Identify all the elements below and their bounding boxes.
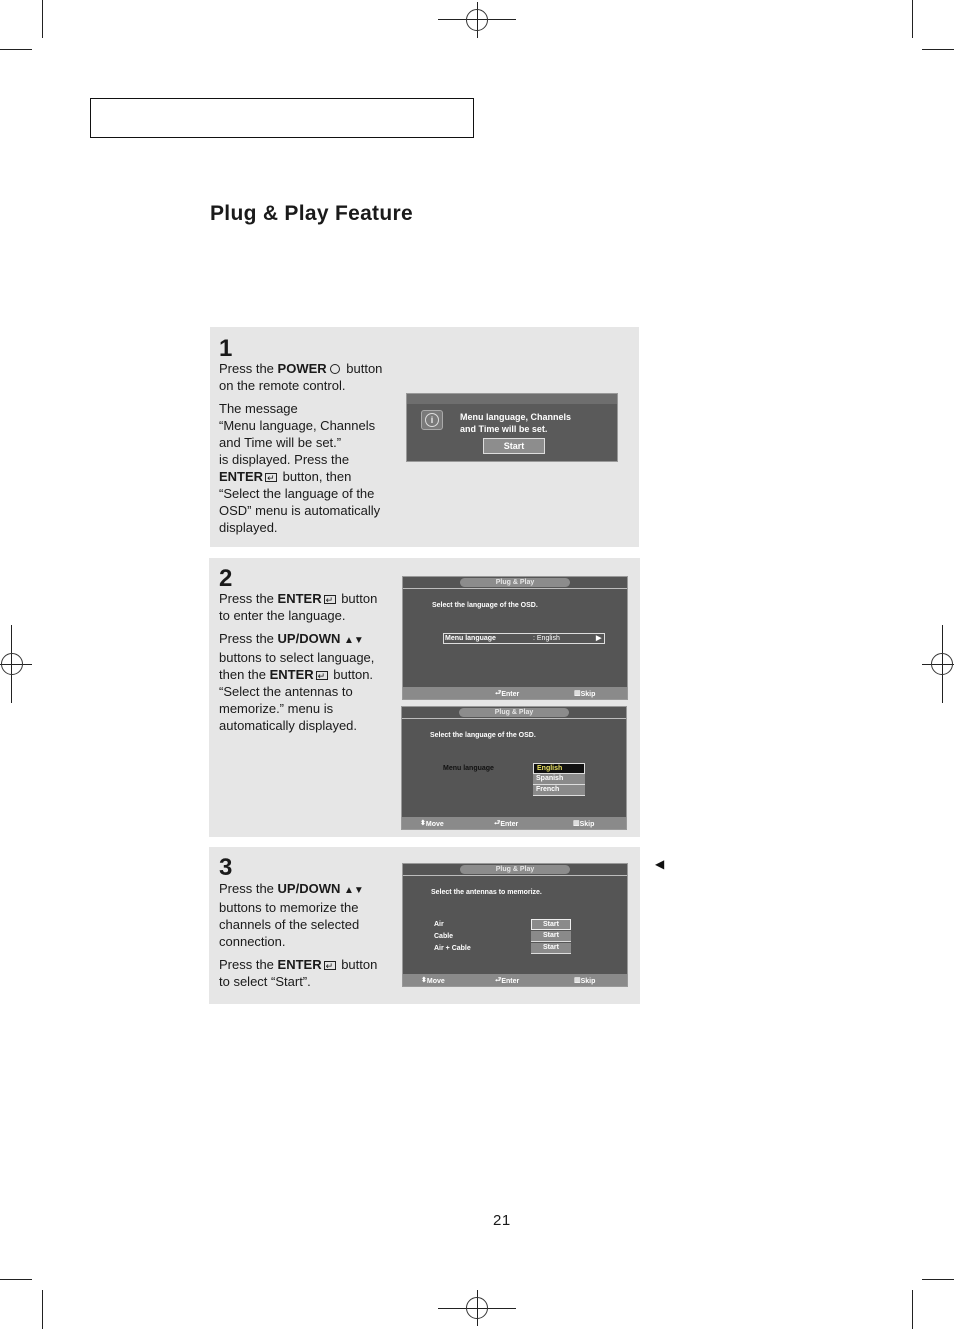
- enter-hint: ⮐ Enter: [495, 690, 520, 698]
- crop-mark: [0, 49, 32, 50]
- updown-label: UP/DOWN: [277, 881, 341, 896]
- osd-tab: Plug & Play: [459, 708, 569, 717]
- antenna-label-cable: Cable: [434, 933, 454, 940]
- osd-heading: Select the language of the OSD.: [432, 602, 538, 609]
- start-button-air[interactable]: Start: [531, 919, 571, 930]
- registration-mark: [466, 9, 488, 31]
- osd-footer: [403, 974, 627, 986]
- crop-mark: [922, 1279, 954, 1280]
- enter-label: ENTER: [219, 469, 264, 484]
- text-run: and Time will be set.”: [219, 435, 342, 450]
- text-run: Press the: [219, 881, 278, 896]
- crop-mark: [912, 0, 913, 38]
- move-hint: ⬍ Move: [420, 820, 444, 828]
- antenna-label-air: Air: [434, 921, 444, 928]
- osd-antenna-screen: [402, 863, 628, 987]
- menu-language-field[interactable]: [443, 633, 605, 644]
- enter-icon: [316, 671, 328, 680]
- registration-mark: [1, 653, 23, 675]
- registration-mark: [466, 1297, 488, 1319]
- osd-language-screen: [402, 576, 628, 700]
- osd-tab: Plug & Play: [460, 865, 570, 874]
- text-run: is displayed. Press the: [219, 452, 350, 467]
- text-run: “Select the language of the: [219, 486, 375, 501]
- up-down-arrows-icon: ▲▼: [344, 885, 364, 896]
- step-2-text: [219, 590, 399, 740]
- step-3-number: 3: [219, 854, 233, 881]
- text-run: “Menu language, Channels: [219, 418, 376, 433]
- text-run: OSD” menu is automatically: [219, 503, 381, 518]
- text-run: channels of the selected: [219, 917, 360, 932]
- step-1-text: [219, 360, 399, 542]
- enter-icon: [265, 473, 277, 482]
- text-run: Press the: [219, 361, 278, 376]
- text-run: Enter: [501, 978, 520, 985]
- antenna-label-air-cable: Air + Cable: [434, 945, 471, 952]
- osd-heading: Select the antennas to memorize.: [431, 889, 542, 896]
- move-hint: ⬍ Move: [421, 977, 445, 985]
- page-title: Plug & Play Feature: [210, 202, 413, 225]
- text-run: connection.: [219, 934, 286, 949]
- text-run: Enter: [500, 821, 519, 828]
- enter-icon: [324, 595, 336, 604]
- text-run: Move: [425, 821, 444, 828]
- step-3-text: [219, 880, 399, 996]
- crop-mark: [0, 1279, 32, 1280]
- field-label: Menu language: [443, 765, 494, 772]
- enter-label: ENTER: [277, 957, 322, 972]
- up-down-arrows-icon: ▲▼: [344, 635, 364, 646]
- text-run: button: [337, 957, 378, 972]
- enter-hint: ⮐ Enter: [494, 820, 519, 828]
- crop-mark: [912, 1290, 913, 1329]
- text-run: button, then: [279, 469, 352, 484]
- osd-divider: [403, 588, 627, 589]
- registration-mark: [931, 653, 953, 675]
- crop-mark: [42, 0, 43, 38]
- text-run: Press the: [219, 957, 278, 972]
- osd-divider: [403, 875, 627, 876]
- osd-message-screen: [406, 393, 618, 462]
- text-run: then the: [219, 667, 270, 682]
- crop-mark: [922, 49, 954, 50]
- text-run: Skip: [580, 691, 596, 698]
- crop-mark: [42, 1290, 43, 1329]
- text-run: Skip: [579, 821, 595, 828]
- text-run: “Select the antennas to: [219, 684, 353, 699]
- osd-footer: [403, 687, 627, 699]
- text-run: button: [342, 361, 383, 376]
- power-icon: [330, 364, 340, 374]
- text-run: Menu language, Channels: [460, 412, 572, 422]
- osd-language-dropdown-screen: [401, 706, 627, 830]
- text-run: to select “Start”.: [219, 974, 311, 989]
- text-run: Skip: [580, 978, 596, 985]
- osd-footer: [402, 817, 626, 829]
- power-label: POWER: [277, 361, 327, 376]
- text-run: Move: [426, 978, 445, 985]
- field-value: : English: [533, 635, 560, 642]
- text-run: button: [337, 591, 378, 606]
- text-run: Press the: [219, 631, 278, 646]
- osd-divider: [402, 718, 626, 719]
- text-run: and Time will be set.: [460, 424, 548, 434]
- osd-heading: Select the language of the OSD.: [430, 732, 536, 739]
- text-run: buttons to select language,: [219, 650, 375, 665]
- text-run: Enter: [501, 691, 520, 698]
- info-icon: i: [421, 410, 443, 430]
- osd-header: [407, 394, 617, 404]
- step-1-number: 1: [219, 335, 233, 362]
- language-option-french[interactable]: French: [533, 785, 585, 796]
- step-2-number: 2: [219, 565, 233, 592]
- enter-label: ENTER: [277, 591, 322, 606]
- skip-hint: ▥ Skip: [574, 977, 596, 985]
- text-run: The message: [219, 401, 298, 416]
- text-run: displayed.: [219, 520, 278, 535]
- language-option-english[interactable]: English: [533, 763, 585, 774]
- text-run: Press the: [219, 591, 278, 606]
- start-button-air-cable[interactable]: Start: [531, 943, 571, 954]
- osd-tab: Plug & Play: [460, 578, 570, 587]
- page-number: 21: [493, 1212, 511, 1229]
- text-run: button.: [329, 667, 374, 682]
- text-run: automatically displayed.: [219, 718, 358, 733]
- chevron-right-icon: ▶: [596, 635, 602, 642]
- skip-hint: ▥ Skip: [574, 690, 596, 698]
- start-button[interactable]: Start: [483, 438, 545, 454]
- enter-label: ENTER: [269, 667, 314, 682]
- skip-hint: ▥ Skip: [573, 820, 595, 828]
- updown-label: UP/DOWN: [277, 631, 341, 646]
- osd-message: [460, 411, 571, 435]
- text-run: to enter the language.: [219, 608, 346, 623]
- text-run: on the remote control.: [219, 378, 346, 393]
- text-run: memorize.” menu is: [219, 701, 334, 716]
- field-label: Menu language: [445, 635, 496, 642]
- language-option-spanish[interactable]: Spanish: [533, 774, 585, 785]
- start-button-cable[interactable]: Start: [531, 931, 571, 942]
- enter-icon: [324, 961, 336, 970]
- header-box: [90, 98, 474, 138]
- continue-marker-icon: ◀: [655, 857, 665, 871]
- enter-hint: ⮐ Enter: [495, 977, 520, 985]
- text-run: buttons to memorize the: [219, 900, 359, 915]
